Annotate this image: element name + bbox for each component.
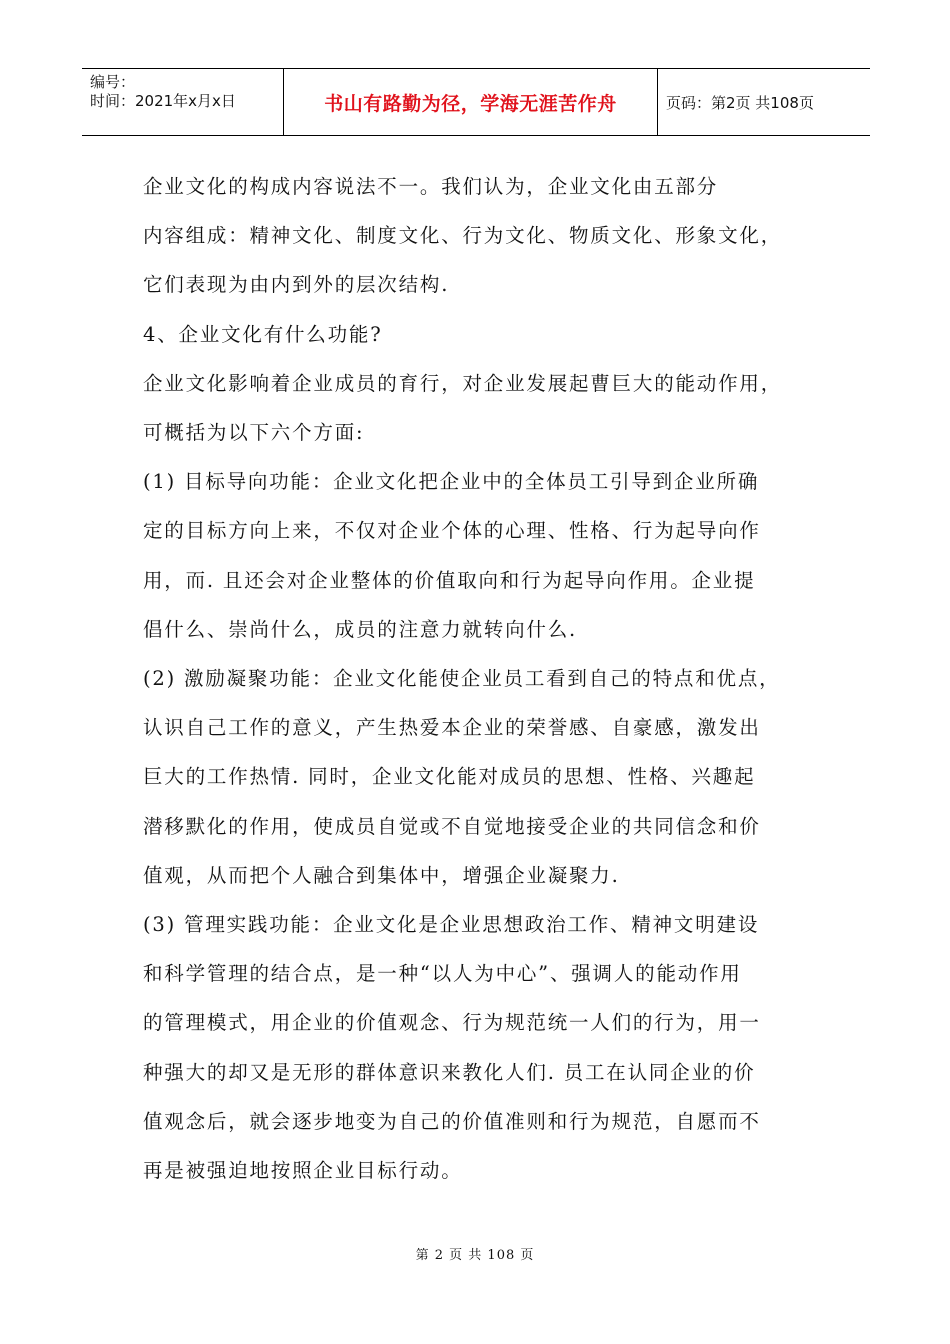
header-page-info: 页码：第2页 共108页	[666, 93, 814, 112]
body-line: 值观念后，就会逐步地变为自己的价值准则和行为规范，自愿而不	[143, 1109, 761, 1133]
body-line: 倡什么、崇尚什么，成员的注意力就转向什么.	[143, 617, 577, 641]
document-body	[143, 162, 833, 1195]
body-line: 认识自己工作的意义，产生热爱本企业的荣誉感、自豪感，激发出	[143, 716, 761, 740]
document-number-label: 编号：	[90, 73, 136, 91]
body-line: 定的目标方向上来，不仅对企业个体的心理、性格、行为起导向作	[143, 519, 761, 543]
body-line: 和科学管理的结合点，是一种“以人为中心”、强调人的能动作用	[143, 962, 742, 986]
page-header	[82, 68, 870, 136]
header-info-cell	[82, 69, 284, 135]
body-line: 的管理模式，用企业的价值观念、行为规范统一人们的行为，用一	[143, 1011, 761, 1035]
body-line: 内容组成：精神文化、制度文化、行为文化、物质文化、形象文化，	[143, 224, 783, 248]
body-line: 值观，从而把个人融合到集体中，增强企业凝聚力.	[143, 863, 620, 887]
body-line: (3) 管理实践功能：企业文化是企业思想政治工作、精神文明建设	[143, 913, 760, 937]
section-heading: 4、企业文化有什么功能?	[143, 322, 383, 346]
body-line: 企业文化的构成内容说法不一。我们认为，企业文化由五部分	[143, 175, 719, 198]
body-line: 再是被强迫地按照企业目标行动。	[143, 1159, 463, 1183]
body-line: 用，而. 且还会对企业整体的价值取向和行为起导向作用。企业提	[143, 568, 756, 592]
document-date: 时间：2021年x月x日	[90, 92, 236, 110]
body-line: 它们表现为由内到外的层次结构.	[143, 273, 450, 297]
body-line: 可概括为以下六个方面:	[143, 421, 365, 445]
body-line: 潜移默化的作用，使成员自觉或不自觉地接受企业的共同信念和价	[143, 814, 761, 838]
body-line: 企业文化影响着企业成员的育行，对企业发展起曹巨大的能动作用，	[143, 371, 783, 395]
page-footer: 第 2 页 共 108 页	[415, 1248, 535, 1263]
body-line: (1) 目标导向功能：企业文化把企业中的全体员工引导到企业所确	[143, 470, 760, 494]
body-line: (2) 激励凝聚功能：企业文化能使企业员工看到自己的特点和优点，	[143, 667, 781, 691]
body-line: 种强大的却又是无形的群体意识来教化人们. 员工在认同企业的价	[143, 1060, 756, 1084]
body-line: 巨大的工作热情. 同时，企业文化能对成员的思想、性格、兴趣起	[143, 765, 756, 789]
header-motto: 书山有路勤为径，学海无涯苦作舟	[284, 69, 658, 135]
